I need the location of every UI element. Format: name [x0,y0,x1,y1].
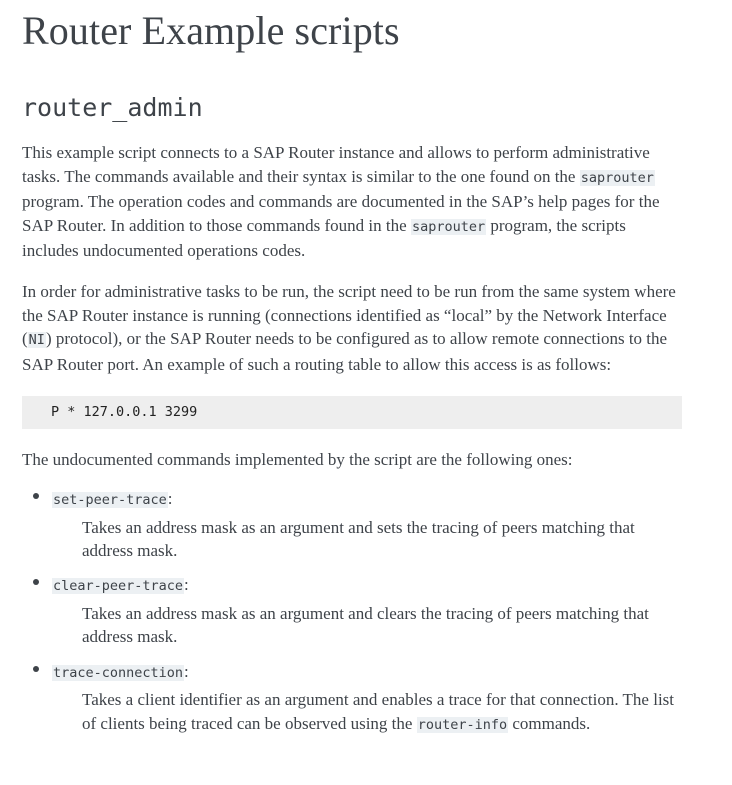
requirements-text-2: ) protocol), or the SAP Router needs to be configured as to allow remote connections to the SAP Router port. An example of such a routing table to allow this access is as follows: [22,329,668,374]
requirements-paragraph [22,280,682,376]
page-title: Router Example scripts [22,8,400,53]
command-name: trace-connection [53,664,184,681]
list-item [22,660,682,737]
command-term [52,660,682,686]
command-term [52,487,682,513]
bullet-icon [33,493,39,499]
inline-code-router-info: router-info [417,716,508,733]
routing-table-code-block: P * 127.0.0.1 3299 [22,396,682,429]
term-colon: : [184,661,189,681]
command-description: Takes an address mask as an argument and clears the tracing of peers matching that address mask. [82,603,649,647]
commands-intro-paragraph: The undocumented commands implemented by the script are the following ones: [22,450,573,470]
inline-code-ni: NI [28,332,45,349]
intro-text-1: This example script connects to a SAP Router instance and allows to perform administrative tasks. The commands available and their syntax is similar to the one found on the [22,143,650,186]
command-name: set-peer-trace [53,491,167,508]
inline-code-saprouter: saprouter [411,218,486,235]
command-term [52,573,682,599]
requirements-text-1: In order for administrative tasks to be run, the script need to be run from the same system where the SAP Router instance is running (connections identified as “local” by the Network Interface ( [22,281,676,349]
command-name: clear-peer-trace [53,578,184,595]
list-item [22,573,682,648]
list-item [22,487,682,562]
section-heading: router_admin [22,93,203,122]
document-body [22,0,682,748]
intro-text-3: program, the scripts includes undocumented operations codes. [22,215,626,261]
description-text-2: commands. [508,713,591,733]
bullet-icon [33,666,39,672]
description-text-1: Takes a client identifier as an argument and enables a trace for that connection. The list of clients being traced can be observed using the [82,690,675,733]
command-description [82,688,682,737]
intro-paragraph [22,141,682,263]
inline-code-saprouter: saprouter [580,169,654,186]
intro-text-2: program. The operation codes and commands are documented in the SAP’s help pages for the SAP Router. In addition to those commands found in the [22,192,660,235]
command-description: Takes an address mask as an argument and sets the tracing of peers matching that address mask. [82,517,635,560]
bullet-icon [33,579,39,585]
commands-list [22,487,682,737]
term-colon: : [184,575,189,595]
term-colon: : [167,488,173,508]
